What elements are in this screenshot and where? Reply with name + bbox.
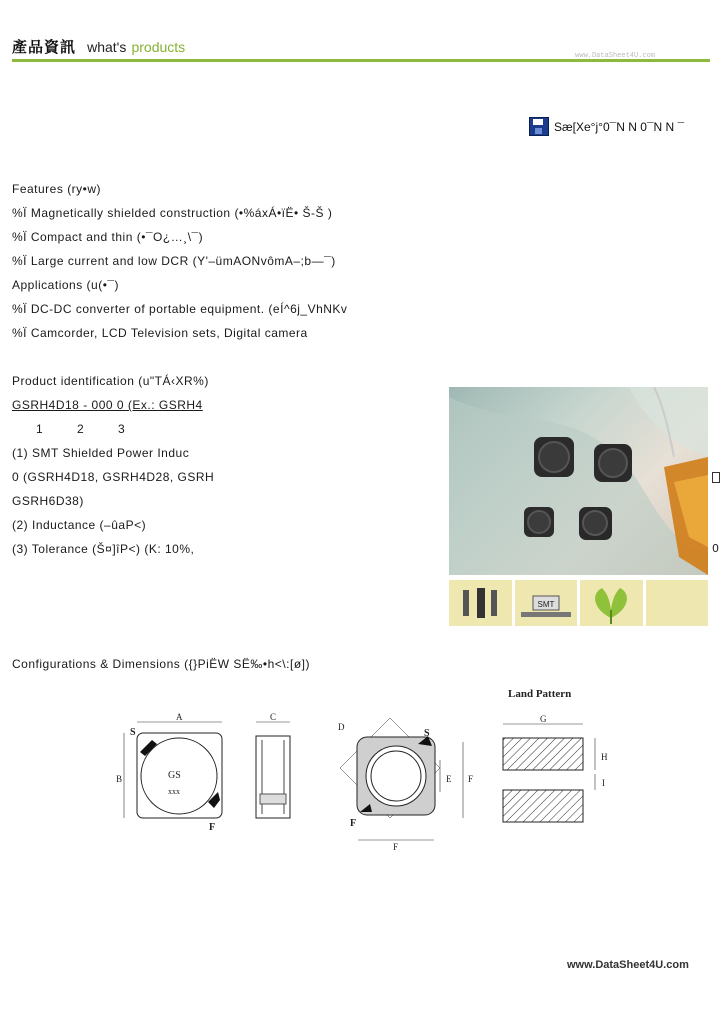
- features-heading: Features (ry•w): [12, 182, 102, 196]
- dim-c-label: C: [270, 712, 277, 722]
- header-title-en-2: products: [131, 39, 186, 55]
- thumbnail-smt-icon[interactable]: [515, 580, 578, 626]
- product-id-heading: Product identification (u"TÁ‹XR%): [12, 374, 209, 388]
- id-part-3: (3) Tolerance (Š¤]îP<) (K: 10%,: [12, 542, 195, 556]
- small-box-glyph: [712, 472, 720, 483]
- dim-d-label: D: [338, 722, 345, 732]
- dim-i-label: I: [602, 778, 605, 788]
- application-item: %Ï Camcorder, LCD Television sets, Digital camera: [12, 326, 308, 340]
- thumbnail-blank[interactable]: [646, 580, 709, 626]
- dim-b-label: B: [116, 774, 123, 784]
- application-item: %Ï DC-DC converter of portable equipment. (eÍ^6j_VhNKv: [12, 302, 348, 316]
- feature-item: %Ï Compact and thin (•¯O¿…¸\¯): [12, 230, 204, 244]
- dim-s-label: S: [130, 727, 136, 738]
- dim-f-label-front: F: [209, 822, 216, 833]
- land-pattern-label: Land Pattern: [508, 688, 572, 700]
- footer-watermark: www.DataSheet4U.com: [567, 959, 689, 971]
- configurations-heading: Configurations & Dimensions ({}PiËW SË‰•h<\:[ø]): [12, 657, 310, 671]
- product-photo: [449, 387, 708, 575]
- dimension-diagram: [110, 700, 630, 860]
- save-label: Sæ[Xe°j°0¯N N 0¯N N ¯: [554, 120, 685, 134]
- thumbnail-shield-icon[interactable]: [449, 580, 512, 626]
- marking-xxx: xxx: [168, 787, 180, 796]
- save-icon[interactable]: [529, 117, 549, 136]
- feature-item: %Ï Magnetically shielded construction (•%áxÁ•ïË• Š-Š ): [12, 206, 333, 220]
- dim-g-label: G: [540, 714, 547, 724]
- dim-a-label: A: [176, 712, 183, 722]
- id-part-1-models-cont: GSRH6D38): [12, 494, 84, 508]
- line-end-char: 0: [712, 542, 719, 555]
- id-part-2: (2) Inductance (–ûaP<): [12, 518, 147, 532]
- marking-gs: GS: [168, 770, 181, 781]
- id-part-1: (1) SMT Shielded Power Induc: [12, 446, 190, 460]
- page-header: [12, 36, 185, 56]
- id-part-1-models: 0 (GSRH4D18, GSRH4D28, GSRH: [12, 470, 215, 484]
- dim-s-label-bottom: S: [424, 728, 430, 739]
- thumbnail-strip: [449, 580, 708, 626]
- header-title-zh: 產品資訊: [12, 38, 77, 56]
- dim-h-label: H: [601, 752, 608, 762]
- dim-f-label-bottom: F: [350, 818, 357, 829]
- dim-f-label-height: F: [468, 774, 474, 784]
- applications-heading: Applications (u(•¯): [12, 278, 120, 292]
- thumbnail-leaf-icon[interactable]: [580, 580, 643, 626]
- product-id-index: 1 2 3: [36, 422, 126, 436]
- feature-item: %Ï Large current and low DCR (Y'–ümAONvômA–;b—¯): [12, 254, 336, 268]
- smt-label: SMT: [537, 600, 554, 609]
- dim-e-label: E: [446, 774, 452, 784]
- product-id-example: GSRH4D18 - 000 0 (Ex.: GSRH4: [12, 398, 203, 412]
- top-watermark: www.DataSheet4U.com: [575, 52, 655, 60]
- dim-f-label-width: F: [393, 842, 399, 852]
- header-title-en-1: what's: [87, 39, 127, 55]
